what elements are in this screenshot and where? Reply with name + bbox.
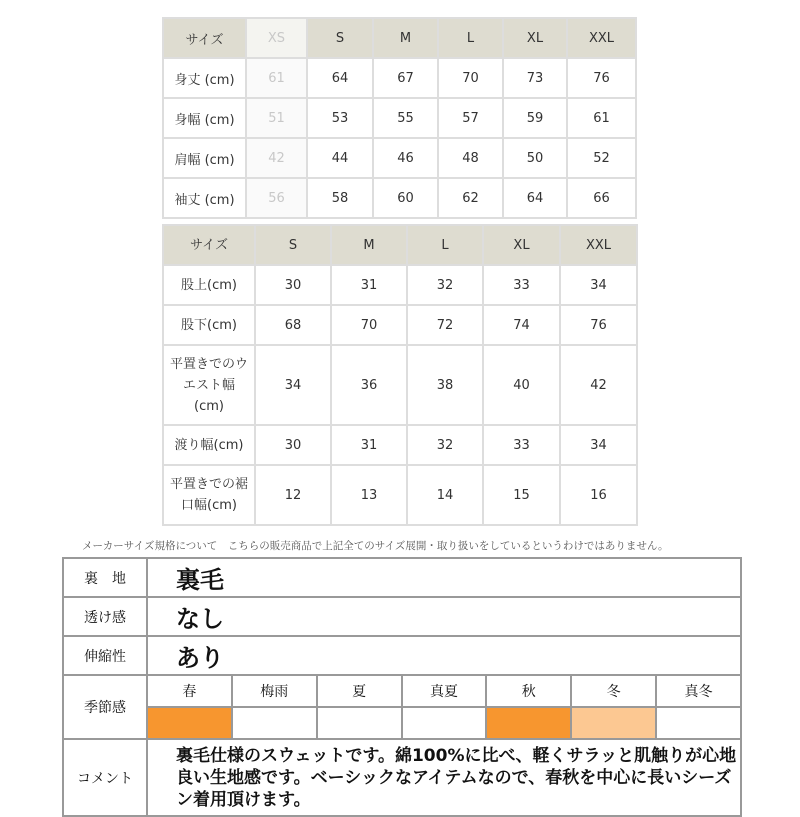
row-label: 股下(cm) <box>163 305 255 345</box>
value-cell: 64 <box>307 58 373 98</box>
season-indicator <box>147 707 232 739</box>
season-indicator <box>486 707 571 739</box>
value-cell: 44 <box>307 138 373 178</box>
value-cell: 40 <box>483 345 560 425</box>
header-cell: S <box>255 225 331 265</box>
value-cell: 56 <box>246 178 307 218</box>
header-cell: S <box>307 18 373 58</box>
table-row <box>163 425 637 465</box>
season-indicator <box>402 707 487 739</box>
value-cell: 31 <box>331 265 407 305</box>
season-indicator <box>317 707 402 739</box>
value-cell: 67 <box>373 58 438 98</box>
row-label: 袖丈 (cm) <box>163 178 246 218</box>
value-cell: 51 <box>246 98 307 138</box>
value-cell: 42 <box>246 138 307 178</box>
row-label: 渡り幅(cm) <box>163 425 255 465</box>
value-cell: 34 <box>255 345 331 425</box>
size-note: メーカーサイズ規格について こちらの販売商品で上記全てのサイズ展開・取り扱いをしているというわけではありません。 <box>82 540 669 552</box>
value-cell: 76 <box>560 305 637 345</box>
season-indicator <box>232 707 317 739</box>
table-row <box>163 465 637 525</box>
value-cell: 59 <box>503 98 567 138</box>
header-cell: XXL <box>560 225 637 265</box>
stretch-label: 伸縮性 <box>63 636 147 675</box>
value-cell: 30 <box>255 425 331 465</box>
season-name: 真冬 <box>656 675 741 707</box>
header-cell: M <box>373 18 438 58</box>
bottom-size-table <box>162 224 638 526</box>
season-name: 春 <box>147 675 232 707</box>
lining-value: 裏毛 <box>147 558 741 597</box>
value-cell: 13 <box>331 465 407 525</box>
value-cell: 33 <box>483 425 560 465</box>
value-cell: 62 <box>438 178 503 218</box>
value-cell: 76 <box>567 58 636 98</box>
value-cell: 12 <box>255 465 331 525</box>
value-cell: 32 <box>407 265 483 305</box>
value-cell: 70 <box>438 58 503 98</box>
season-name: 秋 <box>486 675 571 707</box>
row-label: 平置きでのウエスト幅(cm) <box>163 345 255 425</box>
value-cell: 72 <box>407 305 483 345</box>
header-cell: XL <box>503 18 567 58</box>
header-cell: XXL <box>567 18 636 58</box>
table-row <box>163 345 637 425</box>
value-cell: 14 <box>407 465 483 525</box>
comment-text: 裏毛仕様のスウェットです。綿100%に比べ、軽くサラッと肌触りが心地良い生地感です。ベーシックなアイテムなので、春秋を中心に長いシーズン着用頂けます。 <box>147 739 741 816</box>
value-cell: 68 <box>255 305 331 345</box>
value-cell: 34 <box>560 265 637 305</box>
value-cell: 34 <box>560 425 637 465</box>
value-cell: 55 <box>373 98 438 138</box>
table-row <box>163 58 636 98</box>
header-cell: サイズ <box>163 225 255 265</box>
value-cell: 50 <box>503 138 567 178</box>
header-cell: L <box>438 18 503 58</box>
value-cell: 74 <box>483 305 560 345</box>
lining-label: 裏 地 <box>63 558 147 597</box>
row-label: 身丈 (cm) <box>163 58 246 98</box>
header-cell: XS <box>246 18 307 58</box>
value-cell: 46 <box>373 138 438 178</box>
header-cell: L <box>407 225 483 265</box>
season-name: 梅雨 <box>232 675 317 707</box>
value-cell: 64 <box>503 178 567 218</box>
value-cell: 31 <box>331 425 407 465</box>
season-indicator <box>656 707 741 739</box>
row-label: 股上(cm) <box>163 265 255 305</box>
header-cell: サイズ <box>163 18 246 58</box>
header-cell: XL <box>483 225 560 265</box>
season-indicator <box>571 707 656 739</box>
top-size-table <box>162 17 637 219</box>
value-cell: 36 <box>331 345 407 425</box>
value-cell: 61 <box>246 58 307 98</box>
value-cell: 66 <box>567 178 636 218</box>
season-label: 季節感 <box>63 675 147 739</box>
table-row <box>163 305 637 345</box>
row-label: 平置きでの裾口幅(cm) <box>163 465 255 525</box>
sheer-value: なし <box>147 597 741 636</box>
value-cell: 57 <box>438 98 503 138</box>
spec-table <box>62 557 742 817</box>
value-cell: 70 <box>331 305 407 345</box>
sheer-label: 透け感 <box>63 597 147 636</box>
value-cell: 53 <box>307 98 373 138</box>
value-cell: 73 <box>503 58 567 98</box>
value-cell: 16 <box>560 465 637 525</box>
row-label: 身幅 (cm) <box>163 98 246 138</box>
value-cell: 15 <box>483 465 560 525</box>
row-label: 肩幅 (cm) <box>163 138 246 178</box>
value-cell: 60 <box>373 178 438 218</box>
value-cell: 58 <box>307 178 373 218</box>
value-cell: 30 <box>255 265 331 305</box>
value-cell: 32 <box>407 425 483 465</box>
season-name: 夏 <box>317 675 402 707</box>
value-cell: 61 <box>567 98 636 138</box>
season-name: 冬 <box>571 675 656 707</box>
header-cell: M <box>331 225 407 265</box>
table-row <box>163 265 637 305</box>
table-row <box>163 138 636 178</box>
value-cell: 38 <box>407 345 483 425</box>
table-row <box>163 98 636 138</box>
value-cell: 33 <box>483 265 560 305</box>
value-cell: 48 <box>438 138 503 178</box>
comment-label: コメント <box>63 739 147 816</box>
value-cell: 52 <box>567 138 636 178</box>
stretch-value: あり <box>147 636 741 675</box>
table-row <box>163 178 636 218</box>
value-cell: 42 <box>560 345 637 425</box>
season-name: 真夏 <box>402 675 487 707</box>
